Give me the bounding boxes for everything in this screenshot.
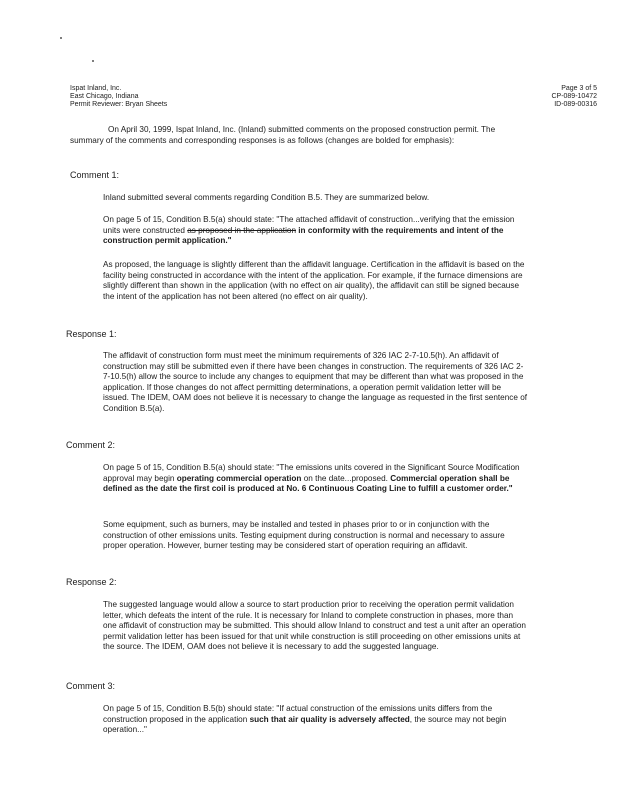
response-1-text: The affidavit of construction form must meet the minimum requirements of 326 IAC 2-7-10.5(h). An affidavit of construction may still be submitted even if there have been changes in construction. The requirements of 326 IAC 2-7-10.5(h) allow the source to include any changes to equipment that may be different than what was proposed in the application. If those changes do not affect permitting determinations, a operation permit validation letter will be issued. The IDEM, OAM does not believe it is necessary to change the language as requested in the first sentence of Condition B.5(a). xyxy=(103,351,528,413)
header-cp-number: CP-089-10472 xyxy=(551,93,597,100)
header-left xyxy=(70,85,167,109)
comment-1-explanation: As proposed, the language is slightly different than the affidavit language. Certification in the affidavit is based on the facility being constructed in accordance with the intent of the application. For example, if the furnace dimensions are slightly different than shown in the application (with no effect on air quality), the affidavit can still be signed because the intent of the application has not been altered (no effect on air quality). xyxy=(103,260,525,301)
comment-2-explanation: Some equipment, such as burners, may be installed and tested in phases prior to or in conjunction with the construction of other emissions units. Testing equipment during construction is normal and necessary to assure proper operation. However, burner testing may be considered start of operation requiring an affidavit. xyxy=(103,520,505,551)
response-2-text: The suggested language would allow a source to start production prior to receiving the operation permit validation letter, which defeats the intent of the rule. It is necessary for Inland to complete construction in phases, more than one affidavit of construction may be submitted. This should allow Inland to construct and test a unit after an operation permit validation letter has been issued for that unit while construction is still proceeding on other emissions units at the source. The IDEM, OAM does not believe it is necessary to add the suggested language. xyxy=(103,600,526,652)
response-1-label: Response 1: xyxy=(66,329,117,339)
comment-2-label: Comment 2: xyxy=(66,440,116,450)
header-reviewer: Permit Reviewer: Bryan Sheets xyxy=(70,101,168,108)
scan-speck xyxy=(92,60,94,62)
comment-3-quote: On page 5 of 15, Condition B.5(b) should state: "If actual construction of the emissions units differs from the construction proposed in the application such that air quality is adversely affected, the source may not begin operation..." xyxy=(103,704,507,735)
header-page-number: Page 3 of 5 xyxy=(561,85,597,92)
comment-1-label: Comment 1: xyxy=(70,170,120,180)
comment-1-summary: Inland submitted several comments regarding Condition B.5. They are summarized below. xyxy=(103,193,430,202)
header-id-number: ID-089-00316 xyxy=(554,101,597,108)
comment-3-label: Comment 3: xyxy=(66,681,116,691)
header-location: East Chicago, Indiana xyxy=(70,93,139,100)
scan-speck xyxy=(60,37,62,39)
comment-2-quote: On page 5 of 15, Condition B.5(a) should state: "The emissions units covered in the Significant Source Modification approval may begin operating commercial operation on the date...proposed. Commercial operation shall be defined as the date the first coil is produced at No. 6 Continuous Coating Line to fulfill a customer order." xyxy=(103,463,520,494)
intro-paragraph: On April 30, 1999, Ispat Inland, Inc. (Inland) submitted comments on the proposed construction permit. The summary of the comments and corresponding responses is as follows (changes are bolded for emphasis): xyxy=(70,125,496,145)
comment-1-quote: On page 5 of 15, Condition B.5(a) should state: "The attached affidavit of construction...verifying that the emission units were constructed as proposed in the application in conformity with the requirements and intent of the construction permit application." xyxy=(103,215,515,246)
response-2-label: Response 2: xyxy=(66,577,117,587)
header-company: Ispat Inland, Inc. xyxy=(70,85,122,92)
header-right xyxy=(551,85,597,109)
